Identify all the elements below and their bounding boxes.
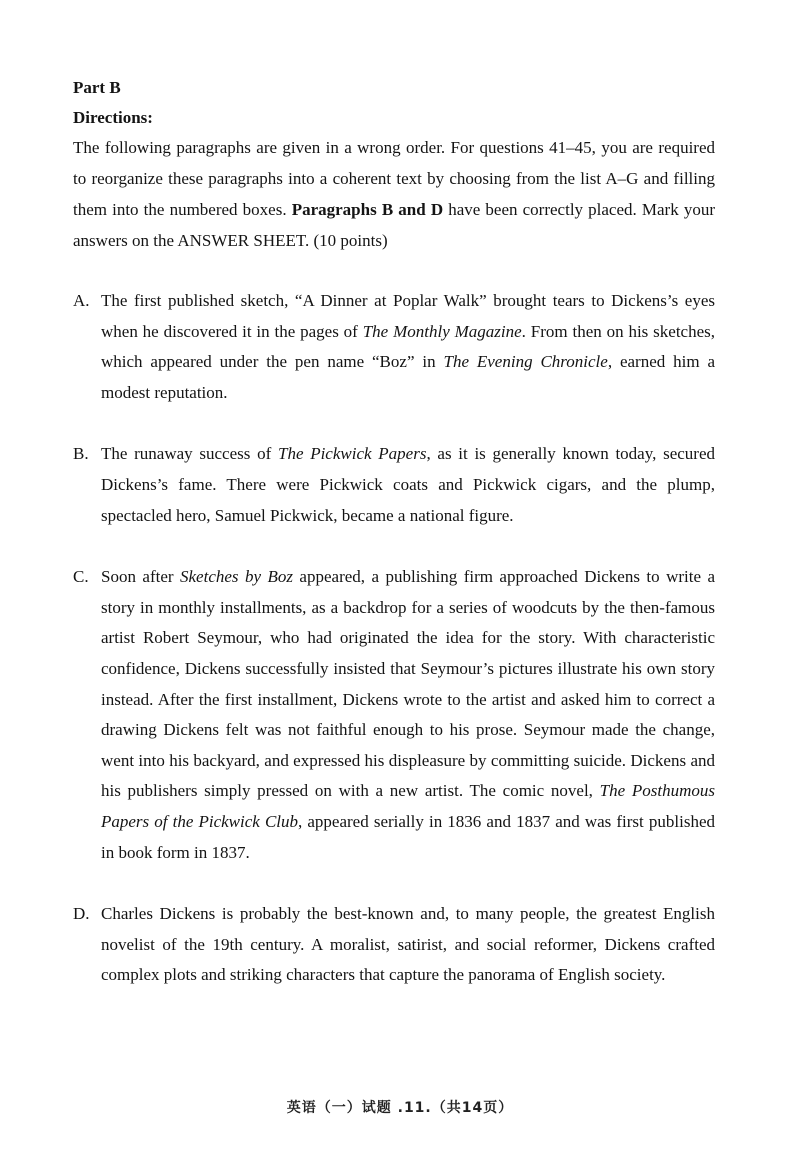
italic-title: The Pickwick Papers — [277, 444, 427, 464]
italic-title: The Monthly Magazine — [362, 321, 522, 341]
paragraph-c: C. Soon after Sketches by Boz appeared, a publishing firm approached Dickens to write a story in monthly installments, as a backdrop for a series of woodcuts by the then-famous artist Robert Seymour, who had originated the idea for the story. With characteristic confidence, Dickens successfully insisted that Seymour’s pictures illustrate his own story instead. After the first installment, Dickens wrote to the artist and asked him to correct a drawing Dickens felt was not faithful enough to his prose. Seymour made the change, went into his backyard, and expressed his displeasure by committing suicide. Dickens and his publishers simply pressed on with a new artist. The comic novel, The Posthumous Papers of the Pickwick Club, appeared serially in 1836 and 1837 and was first published in book form in 1837. — [73, 562, 715, 868]
directions-text: The following paragraphs are given in a wrong order. For questions 41–45, you are required to reorganize these paragraphs into a coherent text by choosing from the list A–G and filling them into the numbered boxes. Paragraphs B and D have been correctly placed. Mark your answers on the ANSWER SHEET. (10 points) — [73, 138, 715, 250]
italic-title: Sketches by Boz — [180, 567, 293, 587]
paragraph-letter: B. — [73, 444, 89, 464]
italic-title: The Evening Chronicle — [443, 352, 608, 372]
part-title: Part B — [73, 78, 121, 97]
exam-page — [73, 72, 715, 991]
paragraph-d: D. Charles Dickens is probably the best-known and, to many people, the greatest English novelist of the 19th century. A moralist, satirist, and social reformer, Dickens crafted complex plots and striking characters that capture the panorama of English society. — [73, 899, 715, 991]
paragraph-b: B. The runaway success of The Pickwick Papers, as it is generally known today, secured Dickens’s fame. There were Pickwick coats and Pickwick cigars, and the plump, spectacled hero, Samuel Pickwick, became a national figure. — [73, 439, 715, 531]
page-footer: 英语（一）试题 .11.（共14页） — [286, 1100, 514, 1116]
directions-title: Directions: — [73, 108, 153, 127]
directions-bold-note: Paragraphs B and D — [291, 200, 444, 219]
paragraph-letter: C. — [73, 567, 89, 587]
paragraph-a: A. The first published sketch, “A Dinner at Poplar Walk” brought tears to Dickens’s eyes when he discovered it in the pages of The Monthly Magazine. From then on his sketches, which appeared under the pen name “Boz” in The Evening Chronicle, earned him a modest reputation. — [73, 286, 715, 408]
italic-title: The Posthumous Papers of the Pickwick Club — [101, 781, 715, 831]
paragraph-letter: D. — [73, 904, 90, 924]
paragraph-letter: A. — [73, 291, 90, 310]
